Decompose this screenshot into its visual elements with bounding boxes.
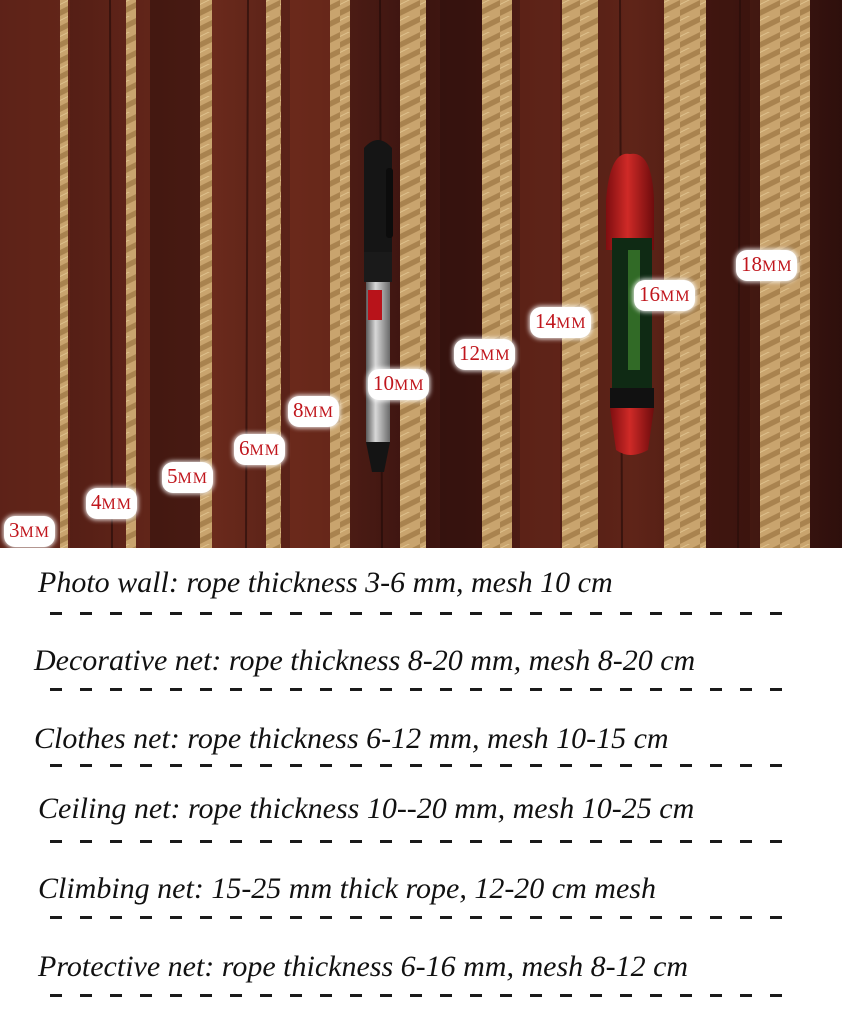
- divider: [50, 916, 790, 919]
- size-label-number: 8: [293, 398, 304, 422]
- spec-protective-net: Protective net: rope thickness 6-16 mm, mesh 8-12 cm: [38, 950, 689, 983]
- size-label-5mm: [164, 464, 211, 491]
- rope-4mm: [126, 0, 136, 548]
- size-label-unit: MM: [556, 315, 587, 332]
- size-label-number: 12: [459, 341, 480, 365]
- size-label-16mm: [636, 282, 693, 309]
- spec-climbing-net: Climbing net: 15-25 mm thick rope, 12-20 cm mesh: [38, 872, 656, 905]
- size-label-unit: MM: [394, 377, 425, 394]
- divider: [50, 764, 790, 767]
- size-label-18mm: [738, 252, 795, 279]
- rope-10mm: [400, 0, 426, 548]
- spec-decorative-net: Decorative net: rope thickness 8-20 mm, mesh 8-20 cm: [34, 644, 696, 677]
- size-label-number: 5: [167, 464, 178, 488]
- size-label-10mm: [370, 371, 427, 398]
- rope-6mm: [266, 0, 281, 548]
- size-label-unit: MM: [19, 524, 50, 541]
- size-label-number: 10: [373, 371, 394, 395]
- spec-photo-wall: Photo wall: rope thickness 3-6 mm, mesh 10 cm: [38, 566, 613, 599]
- net-specifications: [0, 548, 842, 1024]
- size-label-number: 18: [741, 252, 762, 276]
- divider: [50, 612, 790, 615]
- rope-8mm: [330, 0, 350, 548]
- size-label-6mm: [236, 436, 283, 463]
- size-label-number: 14: [535, 309, 556, 333]
- gel-pen: [364, 140, 393, 472]
- size-label-unit: MM: [249, 442, 280, 459]
- divider: [50, 994, 790, 997]
- size-label-unit: MM: [480, 347, 511, 364]
- divider: [50, 840, 790, 843]
- spec-clothes-net: Clothes net: rope thickness 6-12 mm, mesh 10-15 cm: [34, 722, 669, 755]
- rope-16mm: [664, 0, 706, 548]
- rope-3mm: [60, 0, 68, 548]
- size-label-unit: MM: [177, 470, 208, 487]
- rope-12mm: [482, 0, 512, 548]
- size-label-number: 4: [91, 490, 102, 514]
- size-label-unit: MM: [660, 288, 691, 305]
- size-label-8mm: [290, 398, 337, 425]
- size-label-number: 16: [639, 282, 660, 306]
- size-label-number: 6: [239, 436, 250, 460]
- size-label-unit: MM: [303, 404, 334, 421]
- size-label-12mm: [456, 341, 513, 368]
- rope-14mm: [562, 0, 598, 548]
- size-label-unit: MM: [762, 258, 793, 275]
- size-label-number: 3: [9, 518, 20, 542]
- spec-ceiling-net: Ceiling net: rope thickness 10--20 mm, mesh 10-25 cm: [38, 792, 695, 825]
- divider: [50, 688, 790, 691]
- size-label-14mm: [532, 309, 589, 336]
- size-label-3mm: [6, 518, 53, 545]
- size-label-4mm: [88, 490, 135, 517]
- size-label-unit: MM: [101, 496, 132, 513]
